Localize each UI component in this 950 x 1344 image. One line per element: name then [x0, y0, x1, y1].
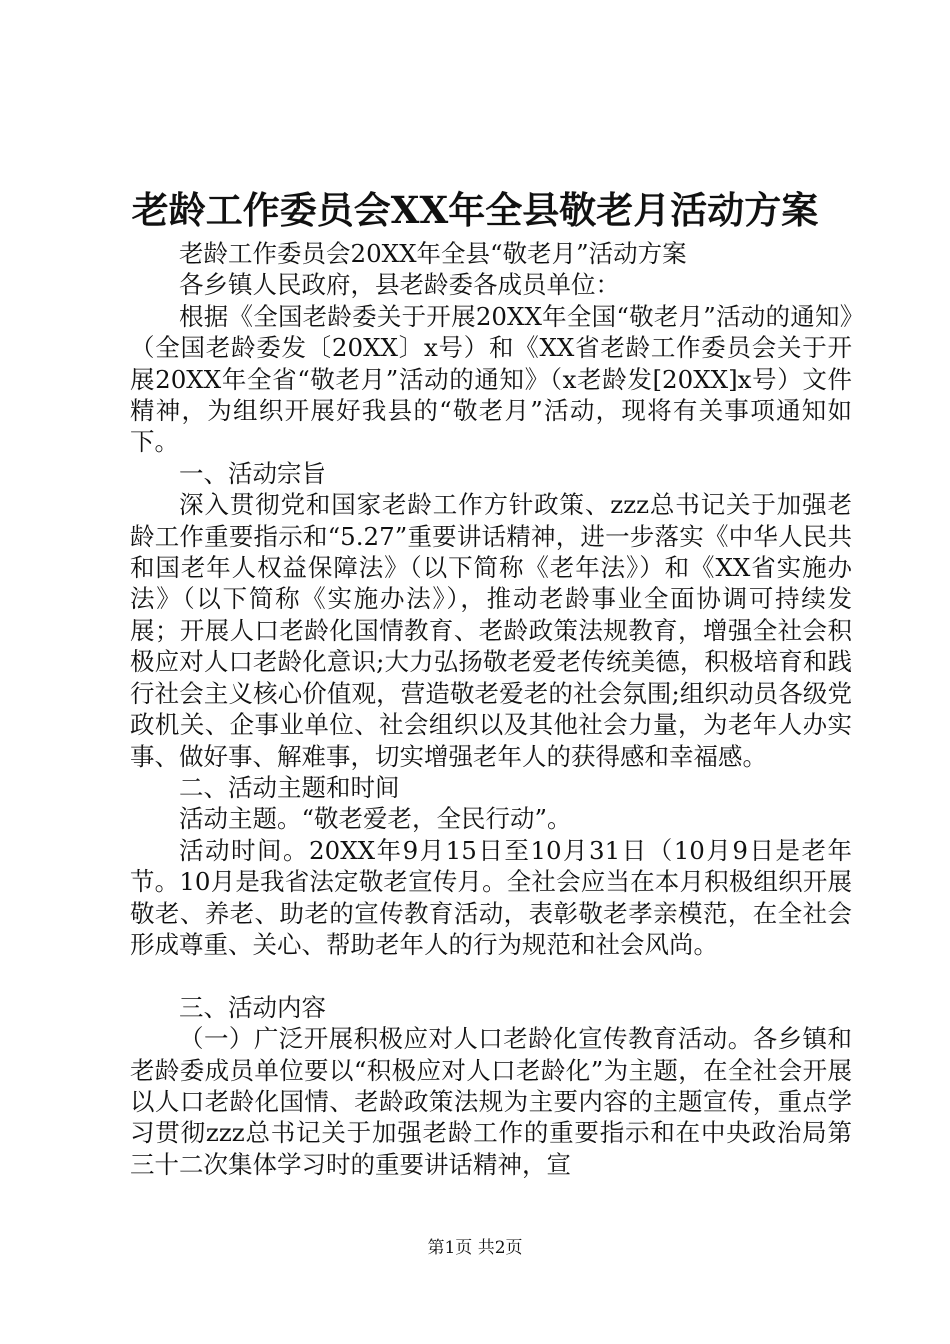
- body-paragraph-purpose: 深入贯彻党和国家老龄工作方针政策、zzz总书记关于加强老龄工作重要指示和“5.27”重要讲话精神，进一步落实《中华人民共和国老年人权益保障法》（以下简称《老年法》）和《XX省实施办法》（以下简称《实施办法》），推动老龄事业全面协调可持续发展；开展人口老龄化国情教育、老龄政策法规教育，增强全社会积极应对人口老龄化意识;大力弘扬敬老爱老传统美德，积极培育和践行社会主义核心价值观，营造敬老爱老的社会氛围;组织动员各级党政机关、企事业单位、社会组织以及其他社会力量，为老年人办实事、做好事、解难事，切实增强老年人的获得感和幸福感。: [130, 490, 852, 771]
- section-heading-content: 三、活动内容: [179, 992, 326, 1022]
- section-heading-purpose: 一、活动宗旨: [179, 458, 326, 488]
- body-paragraph-salutation: 各乡镇人民政府，县老龄委各成员单位：: [179, 270, 620, 300]
- body-paragraph-subtitle: 老龄工作委员会20XX年全县“敬老月”活动方案: [179, 239, 687, 268]
- body-paragraph-intro: 根据《全国老龄委关于开展20XX年全国“敬老月”活动的通知》（全国老龄委发〔20XX〕x号）和《XX省老龄工作委员会关于开展20XX年全省“敬老月”活动的通知》（x老龄发[20XX]x号）文件精神，为组织开展好我县的“敬老月”活动，现将有关事项通知如下。: [130, 301, 852, 457]
- section-heading-theme-time: 二、活动主题和时间: [179, 772, 400, 802]
- document-title: 老龄工作委员会XX年全县敬老月活动方案: [131, 188, 819, 232]
- body-paragraph-content-1: （一）广泛开展积极应对人口老龄化宣传教育活动。各乡镇和老龄委成员单位要以“积极应对人口老龄化”为主题，在全社会开展以人口老龄化国情、老龄政策法规为主要内容的主题宣传，重点学习贯彻zzz总书记关于加强老龄工作的重要指示和在中央政治局第三十二次集体学习时的重要讲话精神，宣: [130, 1024, 852, 1179]
- body-paragraph-theme: 活动主题。“敬老爱老，全民行动”。: [179, 804, 572, 834]
- body-paragraph-time: 活动时间。20XX年9月15日至10月31日（10月9日是老年节。10月是我省法定敬老宣传月。全社会应当在本月积极组织开展敬老、养老、助老的宣传教育活动，表彰敬老孝亲模范，在全社会形成尊重、关心、帮助老年人的行为规范和社会风尚。: [130, 835, 852, 959]
- page-number-footer: 第1页 共2页: [427, 1238, 523, 1258]
- document-body: [130, 238, 852, 1180]
